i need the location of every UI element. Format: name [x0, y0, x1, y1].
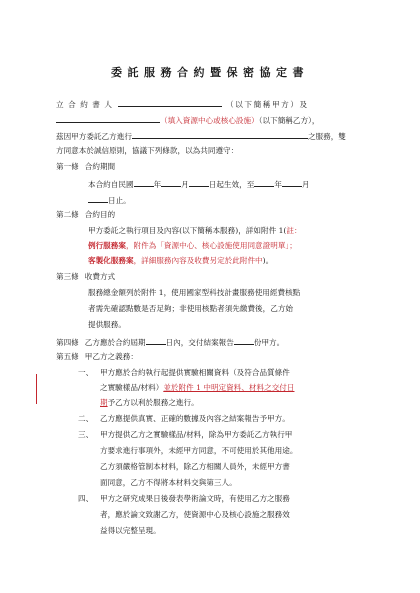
art5-item-4-num: 四、	[78, 494, 94, 503]
art5-item-3-line-3: 乙方須嚴格管制本材料，除乙方相關人員外，未經甲方書	[100, 462, 290, 471]
art5-item-4-line-1: 甲方之研究成果日後發表學術論文時，有使用乙方之服務	[100, 494, 290, 503]
article-3-heading: 第三條 收費方式	[56, 272, 116, 281]
article-2-line-2: 例行服務案，附件為「資源中心、核心設施使用同意證明單」；	[88, 241, 297, 250]
party-b-hint: （填入資源中心或核心設施）	[160, 116, 259, 125]
article-3-line-2: 者需先確認點數是否足夠；非使用核點者須先繳費後，乙方始	[88, 304, 294, 313]
article-2-line-1: 甲方委託之執行項目及內容(以下簡稱本服務)，詳如附件 1(註：	[88, 226, 302, 235]
art5-item-3-num: 三、	[78, 430, 94, 439]
document-title: 委託服務合約暨保密協定書	[111, 66, 309, 79]
start-day-blank[interactable]	[189, 178, 209, 187]
art5-item-1-line-3: 期予乙方以利於服務之進行。	[100, 398, 199, 407]
art5-item-2-line-1: 乙方應提供真實、正確的數據及內容之結案報告予甲方。	[100, 414, 290, 423]
parties-line-1	[56, 98, 309, 110]
routine-service-label: 例行服務案	[88, 241, 126, 250]
party-a-blank[interactable]	[118, 98, 222, 107]
article-1-heading: 第一條 合約期間	[56, 162, 116, 171]
art5-item-4-line-3: 益得以完整呈現。	[100, 526, 161, 535]
art5-item-4-line-2: 者，應於論文致謝乙方，使資源中心及核心設施之服務效	[100, 510, 290, 519]
end-day-blank[interactable]	[88, 194, 108, 203]
article-3-line-1: 服務總金額列於附件 1，使用國家型科技計畫服務使用經費核點	[88, 288, 301, 297]
report-days-blank[interactable]	[146, 336, 166, 345]
start-month-blank[interactable]	[161, 178, 181, 187]
art5-item-3-line-4: 面同意，乙方不得將本材料交與第三人。	[100, 478, 237, 487]
custom-service-label: 客製化服務案	[88, 256, 134, 265]
service-intro: 茲因甲方委託乙方進行	[56, 132, 132, 141]
art5-item-3-line-1: 甲方提供乙方之實驗樣品/材料，除為甲方委託乙方執行甲	[100, 430, 293, 439]
art5-item-2-num: 二、	[78, 414, 94, 423]
article-4: 第四條 乙方應於合約屆期 日內，交付結案報告 份甲方。	[56, 338, 285, 347]
article-2-heading: 第二條 合約目的	[56, 210, 116, 219]
art5-item-1-line-2: 之實驗樣品/材料）並於附件 1 中明定資料、材料之交付日	[100, 383, 295, 392]
end-month-blank[interactable]	[282, 178, 302, 187]
service-name-blank[interactable]	[132, 130, 308, 139]
service-suffix: 之服務，雙	[307, 132, 346, 141]
report-copies-blank[interactable]	[234, 336, 254, 345]
article-1-line-1: 本合約自民國 年 月 日起生效，至 年 月	[88, 180, 310, 189]
end-year-blank[interactable]	[254, 178, 274, 187]
parties-line-4: 方同意本於誠信原則，協議下列條款，以為共同遵守：	[56, 146, 239, 155]
article-5-heading: 第五條 甲乙方之義務：	[56, 352, 138, 361]
article-2-line-3: 客製化服務案，詳細服務內容及收費另定於此附件中)。	[88, 256, 274, 265]
art5-item-1-num: 一、	[78, 368, 94, 377]
party-label: 立合約書人	[56, 100, 112, 109]
art5-item-1-line-1: 甲方應於合約執行起提供實驗相關資料（及符合品質條件	[100, 368, 290, 377]
revision-mark	[36, 374, 37, 404]
parties-line-2	[56, 114, 319, 126]
parties-line-3	[56, 130, 346, 142]
article-3-line-3: 提供服務。	[88, 320, 126, 329]
article-1-line-2: 日止。	[88, 194, 131, 206]
party-b-suffix: （以下簡稱乙方），	[258, 116, 320, 125]
start-year-blank[interactable]	[134, 178, 154, 187]
party-a-suffix: （以下簡稱甲方）及	[226, 100, 309, 109]
party-b-blank[interactable]	[56, 114, 160, 123]
art5-item-3-line-2: 方要求進行事項外，未經甲方同意，不可使用於其他用途。	[100, 446, 298, 455]
